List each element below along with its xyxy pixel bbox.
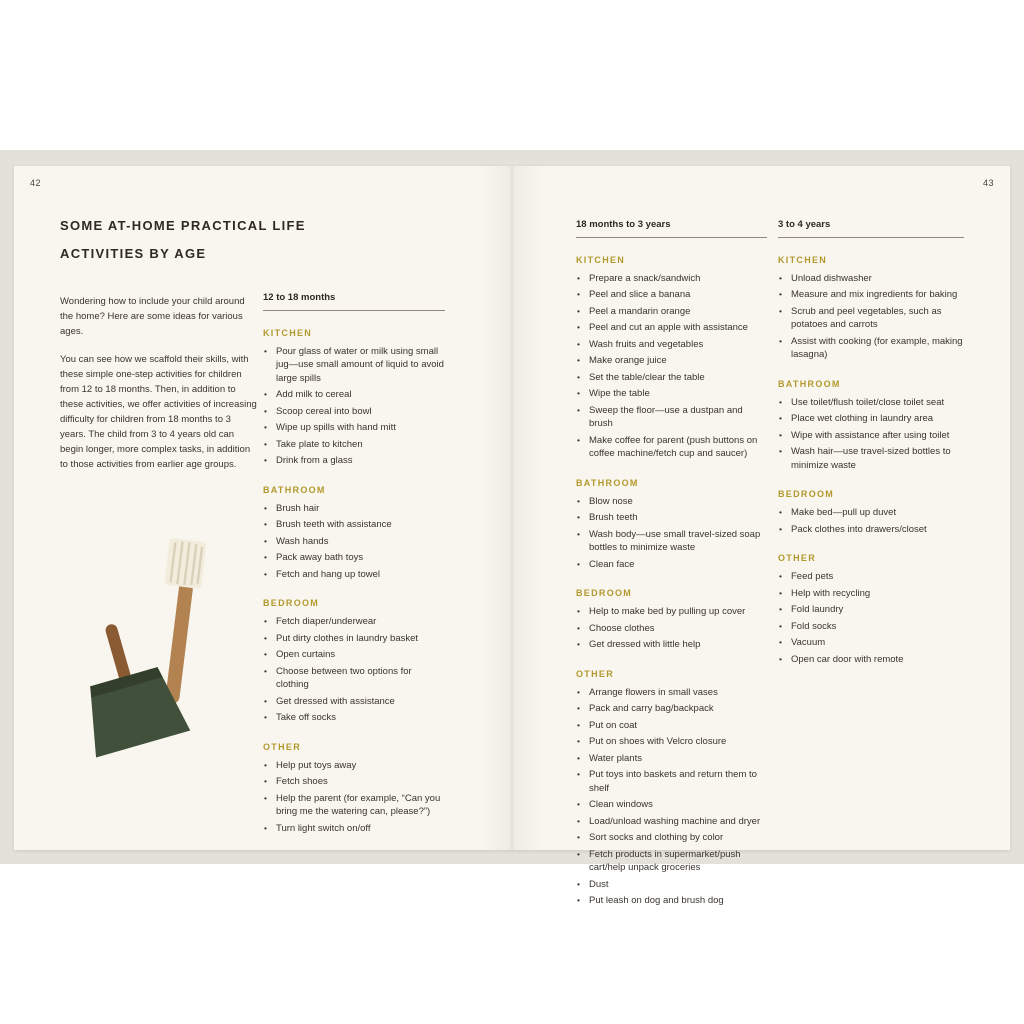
activity-item <box>576 735 767 748</box>
activity-text: Make coffee for parent (push buttons on coffee machine/fetch cup and saucer) <box>589 434 758 460</box>
activity-item <box>576 831 767 844</box>
activity-item <box>778 523 964 536</box>
activity-text: Wash fruits and vegetables <box>589 338 704 350</box>
section-heading: BEDROOM <box>576 588 633 599</box>
activity-text: Fold laundry <box>791 604 844 616</box>
activity-item <box>263 421 445 434</box>
activity-text: Use toilet/flush toilet/close toilet seat <box>791 396 945 408</box>
bullet-icon: • <box>577 719 580 730</box>
activity-text: Fetch and hang up towel <box>276 568 381 580</box>
activity-item <box>576 434 767 461</box>
bullet-icon: • <box>577 848 580 859</box>
bullet-icon: • <box>264 776 267 787</box>
activity-text: Put dirty clothes in laundry basket <box>276 632 419 644</box>
activity-text: Help to make bed by pulling up cover <box>589 606 746 618</box>
bullet-icon: • <box>577 606 580 617</box>
activity-item <box>576 719 767 732</box>
bullet-icon: • <box>577 434 580 445</box>
bullet-icon: • <box>779 587 782 598</box>
activity-text: Place wet clothing in laundry area <box>791 413 934 425</box>
age-group-heading: 3 to 4 years <box>778 219 964 238</box>
bullet-icon: • <box>577 495 580 506</box>
activity-item <box>778 587 964 600</box>
activity-text: Brush teeth <box>589 512 638 524</box>
bullet-icon: • <box>577 894 580 905</box>
bullet-icon: • <box>264 535 267 546</box>
bullet-icon: • <box>577 273 580 283</box>
activity-item <box>263 648 445 661</box>
activity-text: Put leash on dog and brush dog <box>589 894 724 906</box>
bullet-icon: • <box>264 632 267 643</box>
bullet-icon: • <box>779 396 782 407</box>
bullet-icon: • <box>779 637 782 648</box>
activity-item <box>576 702 767 715</box>
bullet-icon: • <box>577 305 580 316</box>
bullet-icon: • <box>577 338 580 349</box>
bullet-icon: • <box>577 289 580 300</box>
bullet-icon: • <box>577 769 580 780</box>
age-column-12-18-months <box>263 292 445 838</box>
activity-text: Put on coat <box>589 719 638 731</box>
activity-text: Set the table/clear the table <box>589 371 705 383</box>
page-title <box>60 212 306 268</box>
activity-item <box>263 695 445 708</box>
bullet-icon: • <box>577 752 580 763</box>
activity-text: Add milk to cereal <box>276 389 352 401</box>
activity-text: Turn light switch on/off <box>276 822 371 834</box>
activity-text: Wash hair—use travel-sized bottles to minimize waste <box>791 446 951 471</box>
activity-item <box>576 558 767 571</box>
bullet-icon: • <box>779 523 782 534</box>
activity-list <box>778 272 964 362</box>
bullet-icon: • <box>779 429 782 440</box>
section-heading: KITCHEN <box>778 255 828 265</box>
activity-item <box>263 632 445 645</box>
activity-text: Fetch shoes <box>276 776 328 788</box>
activity-item <box>263 551 445 564</box>
activity-text: Take off socks <box>276 712 337 724</box>
activity-item <box>576 371 767 384</box>
bullet-icon: • <box>264 822 267 833</box>
activity-text: Vacuum <box>791 637 826 649</box>
bullet-icon: • <box>264 519 267 530</box>
activity-text: Peel a mandarin orange <box>589 305 691 317</box>
activity-list <box>263 615 445 724</box>
activity-text: Get dressed with assistance <box>276 695 395 707</box>
activity-item <box>576 404 767 431</box>
bullet-icon: • <box>577 558 580 569</box>
activity-item <box>778 305 964 332</box>
activity-text: Make orange juice <box>589 355 667 367</box>
activity-text: Help with recycling <box>791 587 871 599</box>
activity-item <box>576 495 767 508</box>
activity-item <box>778 288 964 301</box>
activity-item <box>778 445 964 472</box>
activity-item <box>576 387 767 400</box>
activity-text: Pour glass of water or milk using small jug—use small amount of liquid to avoid large spills <box>276 346 444 384</box>
activity-item <box>576 288 767 301</box>
section-heading: BEDROOM <box>263 598 320 609</box>
bullet-icon: • <box>577 371 580 382</box>
activity-text: Wash body—use small travel-sized soap bottles to minimize waste <box>589 528 761 554</box>
intro-paragraph: You can see how we scaffold their skills, with these simple one-step activities for children from 12 to 18 months. Then, in addition to these activities, we offer activities of increasing difficulty for children from 18 months to 3 years. The child from 3 to 4 years old can begin longer, more complex tasks, in addition to those activities from earlier age groups. <box>60 354 257 470</box>
activity-item <box>576 528 767 555</box>
book-backdrop <box>0 150 1024 906</box>
activity-list <box>263 345 445 468</box>
section-heading: BATHROOM <box>778 378 841 389</box>
activity-item <box>576 752 767 765</box>
bullet-icon: • <box>779 604 782 615</box>
activity-text: Brush hair <box>276 502 320 514</box>
bullet-icon: • <box>264 695 267 706</box>
activity-item <box>263 502 445 515</box>
bullet-icon: • <box>264 568 267 579</box>
activity-text: Pack and carry bag/backpack <box>589 703 714 715</box>
activity-item <box>263 759 445 772</box>
bullet-icon: • <box>779 335 782 346</box>
activity-text: Open curtains <box>276 649 336 661</box>
activity-item <box>778 603 964 616</box>
bullet-icon: • <box>779 289 782 300</box>
bullet-icon: • <box>779 653 782 664</box>
activity-text: Wipe up spills with hand mitt <box>276 422 396 434</box>
age-group-heading: 18 months to 3 years <box>576 219 767 238</box>
activity-item <box>576 815 767 828</box>
bullet-icon: • <box>264 712 267 723</box>
activity-list <box>778 506 964 536</box>
section-heading: KITCHEN <box>263 328 313 338</box>
activity-item <box>263 454 445 467</box>
bullet-icon: • <box>577 355 580 366</box>
bullet-icon: • <box>577 512 580 523</box>
activity-text: Load/unload washing machine and dryer <box>589 815 761 827</box>
activity-text: Measure and mix ingredients for baking <box>791 289 958 301</box>
activity-text: Wash hands <box>276 535 329 547</box>
activity-text: Choose between two options for clothing <box>276 665 412 691</box>
activity-item <box>576 848 767 875</box>
activity-text: Water plants <box>589 752 642 764</box>
bullet-icon: • <box>264 405 267 416</box>
activity-item <box>778 570 964 583</box>
bullet-icon: • <box>577 703 580 714</box>
activity-list <box>778 570 964 666</box>
bullet-icon: • <box>577 799 580 810</box>
bullet-icon: • <box>577 878 580 889</box>
activity-list <box>778 396 964 472</box>
section-heading: KITCHEN <box>576 255 626 265</box>
activity-item <box>576 354 767 367</box>
activity-text: Fetch diaper/underwear <box>276 616 377 628</box>
page-left <box>14 166 512 850</box>
activity-item <box>778 653 964 666</box>
bullet-icon: • <box>779 305 782 316</box>
bullet-icon: • <box>577 686 580 697</box>
activity-text: Arrange flowers in small vases <box>589 686 718 698</box>
section-heading: BATHROOM <box>576 477 639 488</box>
activity-text: Drink from a glass <box>276 455 353 467</box>
activity-text: Feed pets <box>791 571 834 583</box>
activity-text: Peel and slice a banana <box>589 289 691 301</box>
activity-list <box>263 502 445 581</box>
page-right <box>512 166 1010 906</box>
activity-item <box>778 620 964 633</box>
activity-text: Clean face <box>589 558 635 570</box>
bullet-icon: • <box>779 620 782 631</box>
activity-item <box>263 775 445 788</box>
activity-text: Prepare a snack/sandwich <box>589 273 701 284</box>
activity-item <box>576 878 767 891</box>
activity-text: Take plate to kitchen <box>276 438 363 450</box>
page-number: 42 <box>30 178 42 188</box>
bullet-icon: • <box>577 322 580 333</box>
bullet-icon: • <box>264 792 267 803</box>
bullet-icon: • <box>577 639 580 650</box>
activity-list <box>576 495 767 571</box>
bullet-icon: • <box>577 528 580 539</box>
page-number: 43 <box>982 178 994 188</box>
activity-item <box>263 615 445 628</box>
activity-item <box>263 665 445 692</box>
activity-text: Clean windows <box>589 799 653 811</box>
section-heading: OTHER <box>778 553 816 564</box>
bullet-icon: • <box>264 665 267 676</box>
activity-item <box>778 636 964 649</box>
activity-item <box>778 429 964 442</box>
intro-paragraph: Wondering how to include your child around the home? Here are some ideas for various ages. <box>60 296 245 337</box>
activity-item <box>778 335 964 362</box>
activity-item <box>263 388 445 401</box>
bullet-icon: • <box>264 422 267 433</box>
activity-item <box>576 511 767 524</box>
activity-text: Scoop cereal into bowl <box>276 405 372 417</box>
book-spread <box>14 166 1010 906</box>
activity-item <box>263 405 445 418</box>
activity-item <box>778 506 964 519</box>
activity-item <box>576 798 767 811</box>
section-heading: OTHER <box>263 741 301 752</box>
activity-text: Wipe the table <box>589 388 650 400</box>
activity-text: Open car door with remote <box>791 653 904 665</box>
bullet-icon: • <box>779 446 782 457</box>
activity-item <box>576 305 767 318</box>
activity-text: Sweep the floor—use a dustpan and brush <box>589 404 743 430</box>
activity-text: Put toys into baskets and return them to shelf <box>589 769 757 794</box>
activity-item <box>263 568 445 581</box>
bullet-icon: • <box>577 622 580 633</box>
activity-item <box>778 412 964 425</box>
activity-text: Help put toys away <box>276 759 357 771</box>
bullet-icon: • <box>264 552 267 563</box>
activity-item <box>576 638 767 651</box>
activity-text: Unload dishwasher <box>791 273 872 284</box>
activity-item <box>576 768 767 795</box>
activity-text: Fetch products in supermarket/push cart/help unpack groceries <box>589 848 741 874</box>
activity-item <box>263 792 445 819</box>
activity-text: Wipe with assistance after using toilet <box>791 429 950 441</box>
activity-text: Get dressed with little help <box>589 639 701 651</box>
activity-list <box>263 759 445 835</box>
activity-item <box>263 711 445 724</box>
bullet-icon: • <box>264 346 267 356</box>
activity-text: Make bed—pull up duvet <box>791 507 897 519</box>
activity-item <box>263 535 445 548</box>
age-column-18-months-3-years <box>576 219 767 910</box>
activity-text: Peel and cut an apple with assistance <box>589 322 748 334</box>
activity-text: Pack clothes into drawers/closet <box>791 523 927 535</box>
activity-text: Help the parent (for example, “Can you bring me the watering can, please?”) <box>276 792 441 818</box>
activity-item <box>263 518 445 531</box>
age-group-heading: 12 to 18 months <box>263 292 445 311</box>
activity-text: Blow nose <box>589 495 633 507</box>
bullet-icon: • <box>779 571 782 582</box>
bullet-icon: • <box>264 759 267 770</box>
activity-list <box>576 686 767 908</box>
activity-item <box>778 272 964 285</box>
activity-text: Fold socks <box>791 620 837 632</box>
activity-item <box>576 272 767 285</box>
bullet-icon: • <box>264 389 267 400</box>
bullet-icon: • <box>779 507 782 518</box>
bullet-icon: • <box>779 273 782 283</box>
bullet-icon: • <box>264 502 267 513</box>
cleaning-tools-illustration <box>70 536 220 779</box>
age-column-3-4-years <box>778 219 964 669</box>
bullet-icon: • <box>577 404 580 415</box>
activity-text: Scrub and peel vegetables, such as potatoes and carrots <box>791 305 942 331</box>
section-heading: BATHROOM <box>263 484 326 495</box>
activity-text: Put on shoes with Velcro closure <box>589 736 727 748</box>
activity-item <box>778 396 964 409</box>
activity-item <box>263 822 445 835</box>
bullet-icon: • <box>779 413 782 424</box>
bullet-icon: • <box>577 832 580 843</box>
activity-text: Sort socks and clothing by color <box>589 832 724 844</box>
bullet-icon: • <box>264 455 267 466</box>
bullet-icon: • <box>577 736 580 747</box>
bullet-icon: • <box>264 649 267 660</box>
activity-item <box>576 894 767 907</box>
activity-item <box>263 438 445 451</box>
activity-list <box>576 605 767 651</box>
activity-item <box>576 338 767 351</box>
activity-text: Brush teeth with assistance <box>276 519 392 531</box>
activity-text: Dust <box>589 878 609 890</box>
bullet-icon: • <box>577 815 580 826</box>
page-title-line-2: ACTIVITIES BY AGE <box>60 245 207 261</box>
activity-item <box>576 686 767 699</box>
activity-item <box>263 345 445 385</box>
bullet-icon: • <box>264 616 267 627</box>
section-heading: OTHER <box>576 668 614 679</box>
activity-text: Assist with cooking (for example, making lasagna) <box>791 335 963 361</box>
intro-text <box>60 294 257 472</box>
activity-text: Pack away bath toys <box>276 552 364 564</box>
page-title-line-1: SOME AT-HOME PRACTICAL LIFE <box>60 218 306 233</box>
activity-item <box>576 321 767 334</box>
section-heading: BEDROOM <box>778 489 835 500</box>
activity-item <box>576 605 767 618</box>
activity-list <box>576 272 767 461</box>
activity-item <box>576 622 767 635</box>
bullet-icon: • <box>264 438 267 449</box>
bullet-icon: • <box>577 388 580 399</box>
activity-text: Choose clothes <box>589 622 655 634</box>
